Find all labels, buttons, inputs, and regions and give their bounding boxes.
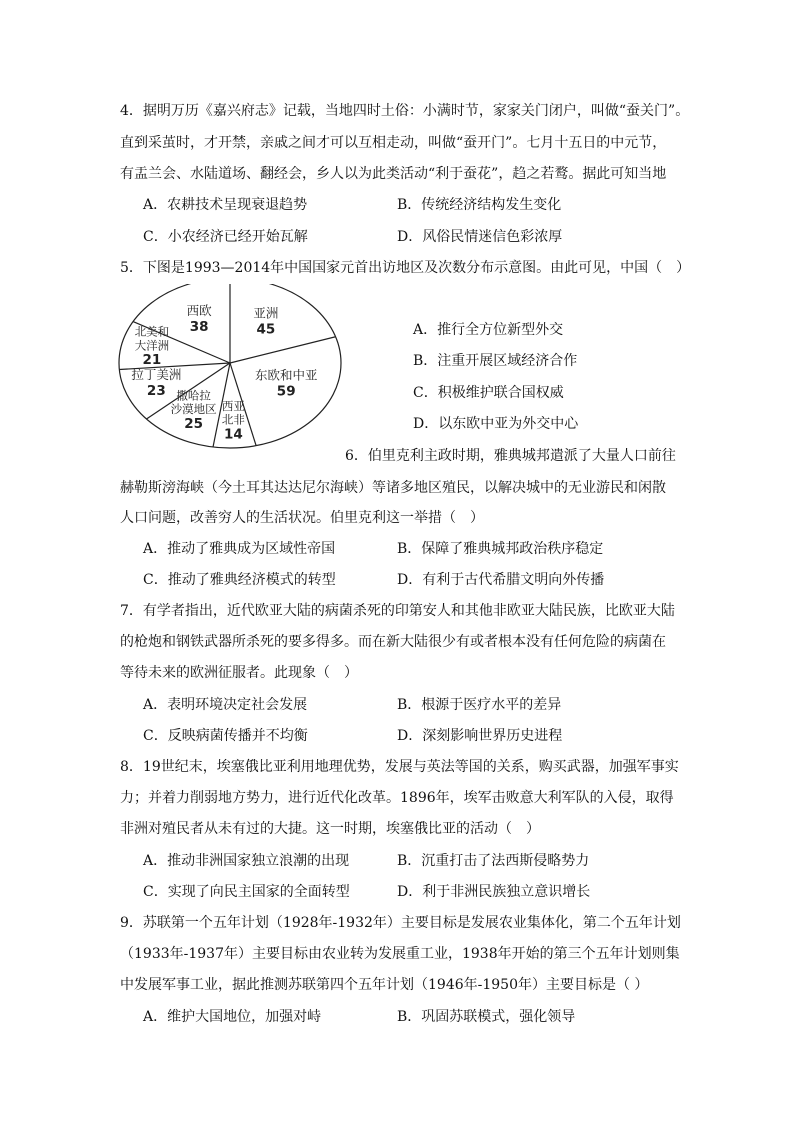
pie-slice-label — [222, 399, 245, 443]
pie-slice-label — [187, 303, 213, 335]
q5-option-d: D．以东欧中亚为外交中心 — [413, 416, 579, 432]
q6-stem-line-1: 6．伯里克利主政时期，雅典城邦遣派了大量人口前往 — [345, 448, 676, 464]
q4-stem-line-1: 4．据明万历《嘉兴府志》记载，当地四时土俗：小满时节，家家关门闭户，叫做“蚕关门”。 — [120, 103, 690, 119]
pie-category-label: 东欧和中亚 — [254, 367, 318, 383]
q7-stem-line-2: 的枪炮和钢铁武器所杀死的要多得多。而在新大陆很少有或者根本没有任何危险的病菌在 — [120, 634, 666, 650]
pie-category-label: 西欧 — [186, 302, 212, 318]
pie-category-label: 西亚 — [221, 398, 245, 413]
q7-stem-line-1: 7．有学者指出，近代欧亚大陆的病菌杀死的印第安人和其他非欧亚大陆民族，比欧亚大陆 — [120, 603, 675, 619]
q6-option-b: B．保障了雅典城邦政治秩序稳定 — [397, 541, 604, 557]
q8-option-b: B．沉重打击了法西斯侵略势力 — [397, 853, 590, 869]
q7-option-a: A．表明环境决定社会发展 — [143, 697, 308, 713]
q8-stem-line-1: 8．19世纪末，埃塞俄比亚利用地理优势，发展与英法等国的关系，购买武器，加强军事实 — [120, 759, 679, 775]
pie-category-label: 北非 — [221, 412, 245, 427]
q6-stem-line-2: 赫勒斯滂海峡（今土耳其达达尼尔海峡）等诸多地区殖民，以解决城中的无业游民和闲散 — [120, 480, 666, 496]
q9-stem-line-1: 9．苏联第一个五年计划（1928年-1932年）主要目标是发展农业集体化，第二个五年计划 — [120, 915, 681, 931]
q8-option-d: D．利于非洲民族独立意识增长 — [397, 884, 591, 900]
q6-option-a: A．推动了雅典成为区域性帝国 — [143, 541, 336, 557]
q6-stem-line-3: 人口问题，改善穷人的生活状况。伯里克利这一举措（ ） — [120, 510, 484, 526]
q4-option-a: A．农耕技术呈现衰退趋势 — [143, 197, 308, 213]
q5-stem: 5．下图是1993—2014年中国国家元首出访地区及次数分布示意图。由此可见，中国（ ） — [120, 260, 691, 276]
q9-stem-line-2: （1933年-1937年）主要目标由农业转为发展重工业，1938年开始的第三个五年计划则集 — [120, 946, 680, 962]
q8-option-c: C．实现了向民主国家的全面转型 — [143, 884, 350, 900]
q9-option-a: A．维护大国地位，加强对峙 — [143, 1009, 322, 1025]
pie-value-label: 23 — [146, 382, 166, 399]
q7-option-d: D．深刻影响世界历史进程 — [397, 728, 563, 744]
pie-category-label: 沙漠地区 — [170, 402, 217, 417]
q8-option-a: A．推动非洲国家独立浪潮的出现 — [143, 853, 350, 869]
q4-stem-line-2: 直到采茧时，才开禁，亲戚之间才可以互相走动，叫做“蚕开门”。七月十五日的中元节， — [120, 135, 667, 151]
q8-stem-line-3: 非洲对殖民者从未有过的大捷。这一时期，埃塞俄比亚的活动（ ） — [120, 821, 540, 837]
pie-value-label: 45 — [256, 321, 276, 338]
q8-stem-line-2: 力；并着力削弱地方势力，进行近代化改革。1896年，埃军击败意大利军队的入侵，取得 — [120, 790, 674, 806]
q7-stem-line-3: 等待未来的欧洲征服者。此现象（ ） — [120, 665, 358, 681]
q5-option-a: A．推行全方位新型外交 — [413, 322, 564, 338]
q5-option-b: B．注重开展区域经济合作 — [413, 353, 578, 369]
pie-slice-label — [253, 305, 278, 337]
q9-stem-line-3: 中发展军事工业，据此推测苏联第四个五年计划（1946年-1950年）主要目标是（ ） — [120, 977, 649, 993]
pie-category-label: 亚洲 — [253, 305, 279, 321]
pie-category-label: 大洋洲 — [134, 338, 170, 353]
q4-stem-line-3: 有盂兰会、水陆道场、翻经会，乡人以为此类活动“利于蚕花”，趋之若鹜。据此可知当地 — [120, 166, 667, 182]
pie-category-label: 拉丁美洲 — [131, 366, 182, 382]
pie-chart — [116, 284, 416, 464]
q9-option-b: B．巩固苏联模式，强化领导 — [397, 1009, 576, 1025]
pie-value-label: 59 — [276, 383, 296, 400]
pie-value-label: 21 — [142, 352, 162, 369]
q7-option-c: C．反映病菌传播并不均衡 — [143, 728, 308, 744]
q7-option-b: B．根源于医疗水平的差异 — [397, 697, 562, 713]
q4-option-d: D．风俗民情迷信色彩浓厚 — [397, 229, 563, 245]
pie-chart-svg — [116, 284, 416, 464]
q4-option-b: B．传统经济结构发生变化 — [397, 197, 562, 213]
pie-value-label: 38 — [189, 318, 209, 335]
q6-option-d: D．有利于古代希腊文明向外传播 — [397, 572, 605, 588]
q4-option-c: C．小农经济已经开始瓦解 — [143, 229, 308, 245]
q5-option-c: C．积极维护联合国权威 — [413, 385, 564, 401]
pie-value-label: 14 — [223, 426, 243, 443]
q6-option-c: C．推动了雅典经济模式的转型 — [143, 572, 336, 588]
pie-value-label: 25 — [184, 415, 204, 432]
pie-category-label: 北美和 — [134, 324, 170, 339]
pie-category-label: 撒哈拉 — [176, 388, 211, 403]
